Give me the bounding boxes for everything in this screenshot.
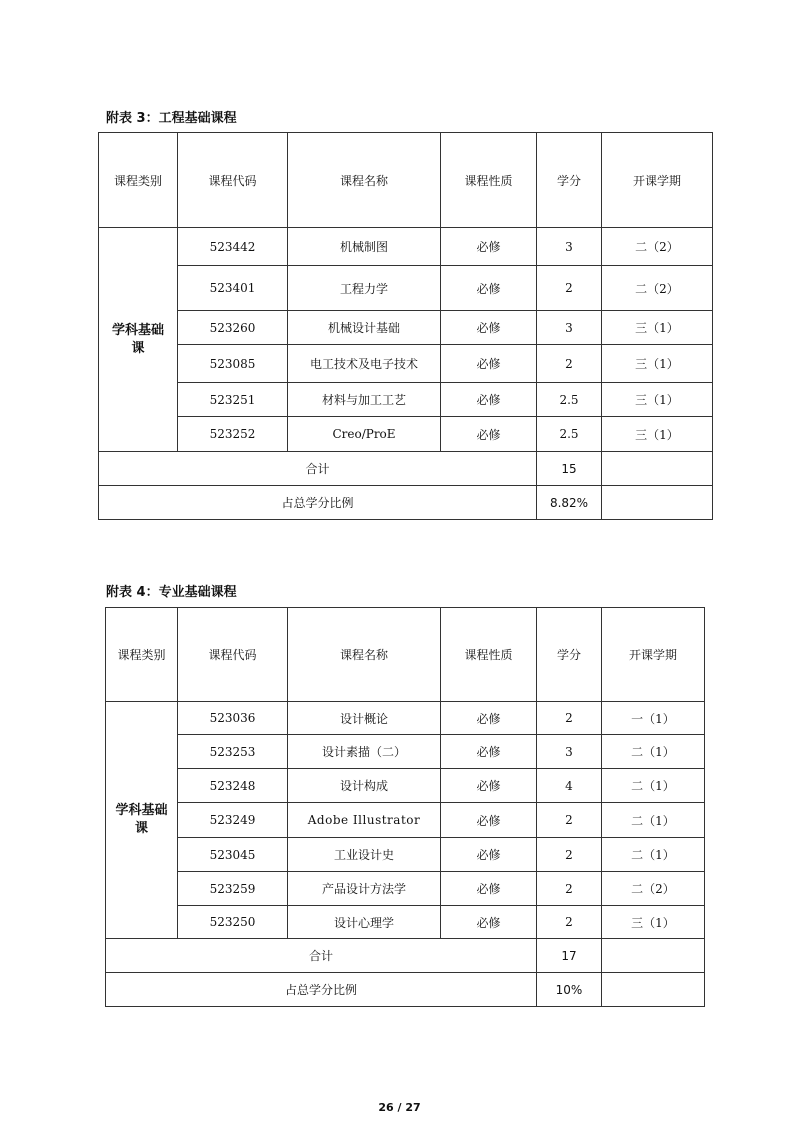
course-term: 二（1） xyxy=(602,735,705,769)
header-cell: 开课学期 xyxy=(602,608,705,702)
course-term: 三（1） xyxy=(602,345,713,383)
course-name: 工程力学 xyxy=(288,266,441,311)
course-code: 523249 xyxy=(178,803,288,838)
course-code: 523401 xyxy=(178,266,288,311)
course-nature: 必修 xyxy=(441,769,537,803)
course-code: 523442 xyxy=(178,228,288,266)
total-label: 合计 xyxy=(106,939,537,973)
course-nature: 必修 xyxy=(441,803,537,838)
table-row xyxy=(99,266,713,311)
course-term: 三（1） xyxy=(602,383,713,417)
course-name: 设计心理学 xyxy=(288,906,441,939)
course-code: 523252 xyxy=(178,417,288,452)
table-row xyxy=(106,906,705,939)
header-cell: 课程类别 xyxy=(99,133,178,228)
course-term: 二（1） xyxy=(602,803,705,838)
header-row xyxy=(99,133,713,228)
course-term: 三（1） xyxy=(602,311,713,345)
table-row xyxy=(99,383,713,417)
course-credit: 2 xyxy=(537,872,602,906)
course-nature: 必修 xyxy=(441,838,537,872)
course-name: 设计素描（二） xyxy=(288,735,441,769)
course-nature: 必修 xyxy=(441,702,537,735)
course-name: 电工技术及电子技术 xyxy=(288,345,441,383)
course-term: 三（1） xyxy=(602,906,705,939)
empty-cell xyxy=(602,939,705,973)
course-name: 材料与加工工艺 xyxy=(288,383,441,417)
course-nature: 必修 xyxy=(441,345,537,383)
course-term: 二（2） xyxy=(602,228,713,266)
table-row xyxy=(99,228,713,266)
total-row xyxy=(106,939,705,973)
table-row xyxy=(106,735,705,769)
total-row xyxy=(99,452,713,486)
course-credit: 2 xyxy=(537,345,602,383)
header-cell: 学分 xyxy=(537,608,602,702)
table-row xyxy=(99,417,713,452)
course-credit: 2 xyxy=(537,906,602,939)
table-row xyxy=(106,702,705,735)
course-code: 523253 xyxy=(178,735,288,769)
empty-cell xyxy=(602,486,713,520)
course-name: 设计构成 xyxy=(288,769,441,803)
course-code: 523036 xyxy=(178,702,288,735)
course-credit: 3 xyxy=(537,228,602,266)
empty-cell xyxy=(602,973,705,1007)
category-cell: 学科基础课 xyxy=(106,702,178,939)
course-credit: 2.5 xyxy=(537,383,602,417)
header-cell: 学分 xyxy=(537,133,602,228)
total-value: 15 xyxy=(537,452,602,486)
ratio-label: 占总学分比例 xyxy=(106,973,537,1007)
course-nature: 必修 xyxy=(441,228,537,266)
table-caption: 附表 3：工程基础课程 xyxy=(106,111,237,126)
header-cell: 课程类别 xyxy=(106,608,178,702)
course-name: 设计概论 xyxy=(288,702,441,735)
course-code: 523260 xyxy=(178,311,288,345)
course-credit: 2.5 xyxy=(537,417,602,452)
course-credit: 2 xyxy=(537,266,602,311)
course-term: 二（2） xyxy=(602,266,713,311)
course-code: 523085 xyxy=(178,345,288,383)
course-name: 产品设计方法学 xyxy=(288,872,441,906)
ratio-value: 10% xyxy=(537,973,602,1007)
course-nature: 必修 xyxy=(441,311,537,345)
course-name: Adobe Illustrator xyxy=(288,803,441,838)
course-nature: 必修 xyxy=(441,266,537,311)
category-cell: 学科基础课 xyxy=(99,228,178,452)
course-credit: 3 xyxy=(537,311,602,345)
table-row xyxy=(106,769,705,803)
table-caption: 附表 4：专业基础课程 xyxy=(106,585,237,600)
course-term: 三（1） xyxy=(602,417,713,452)
course-code: 523248 xyxy=(178,769,288,803)
course-nature: 必修 xyxy=(441,383,537,417)
course-code: 523045 xyxy=(178,838,288,872)
header-cell: 课程代码 xyxy=(178,608,288,702)
table-row xyxy=(106,872,705,906)
course-name: 机械制图 xyxy=(288,228,441,266)
header-cell: 课程性质 xyxy=(441,133,537,228)
course-term: 一（1） xyxy=(602,702,705,735)
total-label: 合计 xyxy=(99,452,537,486)
course-name: 机械设计基础 xyxy=(288,311,441,345)
course-code: 523250 xyxy=(178,906,288,939)
table-row xyxy=(106,803,705,838)
course-credit: 3 xyxy=(537,735,602,769)
course-table-professional xyxy=(105,607,705,1007)
course-code: 523259 xyxy=(178,872,288,906)
course-name: Creo/ProE xyxy=(288,417,441,452)
ratio-label: 占总学分比例 xyxy=(99,486,537,520)
course-term: 二（1） xyxy=(602,769,705,803)
course-credit: 4 xyxy=(537,769,602,803)
course-term: 二（2） xyxy=(602,872,705,906)
course-nature: 必修 xyxy=(441,872,537,906)
course-code: 523251 xyxy=(178,383,288,417)
course-nature: 必修 xyxy=(441,417,537,452)
header-cell: 课程名称 xyxy=(288,133,441,228)
course-table-engineering xyxy=(98,132,713,520)
header-cell: 课程名称 xyxy=(288,608,441,702)
table-row xyxy=(99,311,713,345)
course-nature: 必修 xyxy=(441,906,537,939)
course-term: 二（1） xyxy=(602,838,705,872)
empty-cell xyxy=(602,452,713,486)
course-nature: 必修 xyxy=(441,735,537,769)
ratio-row xyxy=(99,486,713,520)
table-row xyxy=(99,345,713,383)
course-name: 工业设计史 xyxy=(288,838,441,872)
ratio-row xyxy=(106,973,705,1007)
header-cell: 课程代码 xyxy=(178,133,288,228)
header-cell: 开课学期 xyxy=(602,133,713,228)
table-row xyxy=(106,838,705,872)
course-credit: 2 xyxy=(537,702,602,735)
course-credit: 2 xyxy=(537,838,602,872)
total-value: 17 xyxy=(537,939,602,973)
ratio-value: 8.82% xyxy=(537,486,602,520)
header-row xyxy=(106,608,705,702)
page-number: 26 / 27 xyxy=(378,1101,421,1114)
header-cell: 课程性质 xyxy=(441,608,537,702)
course-credit: 2 xyxy=(537,803,602,838)
